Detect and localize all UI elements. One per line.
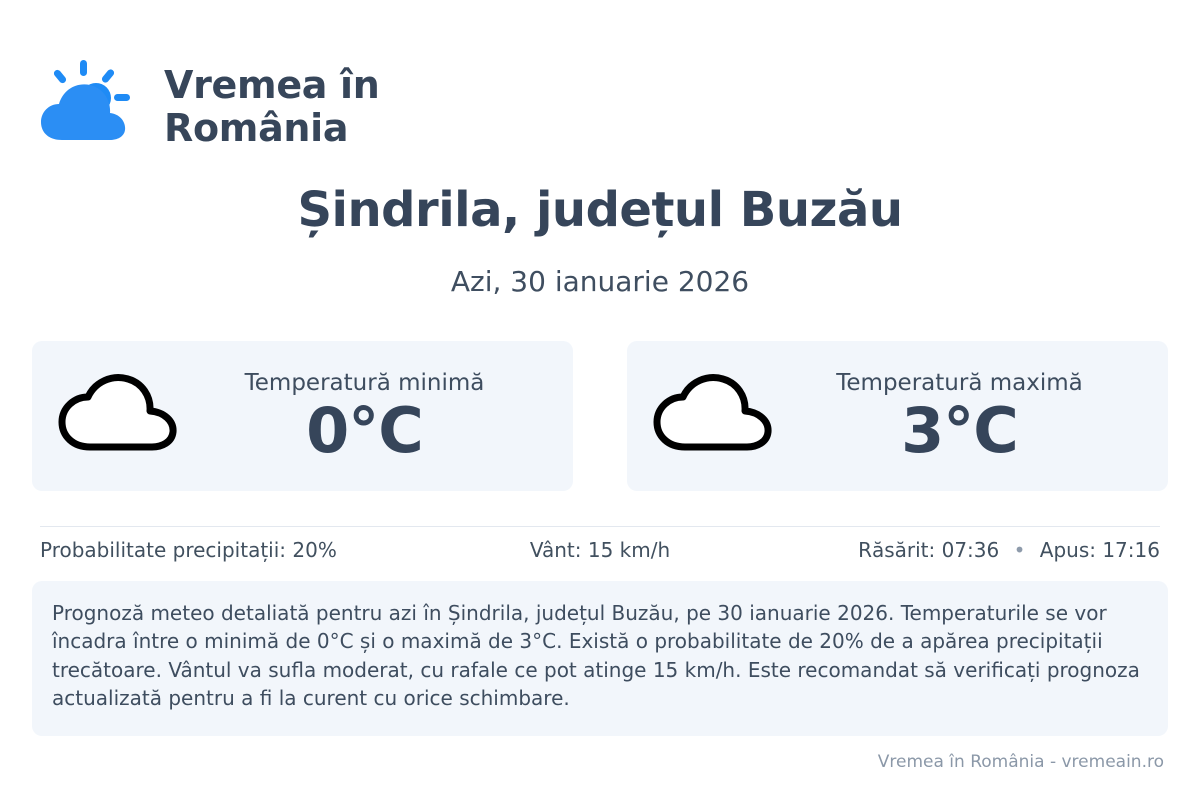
divider bbox=[40, 526, 1160, 527]
card-min-temperature bbox=[32, 341, 573, 491]
card-value: 0°C bbox=[306, 394, 423, 468]
sun-cloud-icon bbox=[36, 52, 146, 162]
brand-title-line2: România bbox=[164, 106, 349, 150]
brand-title-line1: Vremea în bbox=[164, 63, 380, 108]
card-max-temperature bbox=[627, 341, 1168, 491]
weather-stats-row bbox=[40, 538, 1160, 562]
page-subtitle-date: Azi, 30 ianuarie 2026 bbox=[450, 265, 750, 298]
separator-dot: • bbox=[1013, 538, 1026, 562]
brand-header[interactable] bbox=[36, 52, 380, 162]
card-value: 3°C bbox=[901, 394, 1018, 468]
forecast-description: Prognoză meteo detaliată pentru azi în Șindrila, județul Buzău, pe 30 ianuarie 2026. Temperaturile se vor încadra între o minimă de 0°C și o maximă de 3°C. Există o probabilitate de 20% de a apărea precipitații trecătoare. Vântul va sufla moderat, cu rafale ce pot atinge 15 km/h. Este recomandat să verificați prognoza actualizată pentru a fi la curent cu orice schimbare. bbox=[32, 581, 1168, 736]
page-title: Șindrila, județul Buzău bbox=[297, 182, 903, 238]
sun-times bbox=[787, 538, 1160, 562]
brand-title bbox=[164, 64, 380, 149]
card-label: Temperatură maximă bbox=[836, 370, 1083, 397]
footer-credit: Vremea în România - vremeain.ro bbox=[877, 752, 1164, 772]
temperature-cards bbox=[32, 341, 1168, 491]
card-label: Temperatură minimă bbox=[244, 370, 485, 397]
cloud-icon bbox=[651, 361, 775, 471]
sunrise-time: Răsărit: 07:36 bbox=[858, 538, 1000, 562]
sunset-time: Apus: 17:16 bbox=[1039, 538, 1160, 562]
wind-speed: Vânt: 15 km/h bbox=[529, 538, 671, 562]
cloud-icon bbox=[56, 361, 180, 471]
precipitation-probability: Probabilitate precipitații: 20% bbox=[40, 538, 337, 562]
